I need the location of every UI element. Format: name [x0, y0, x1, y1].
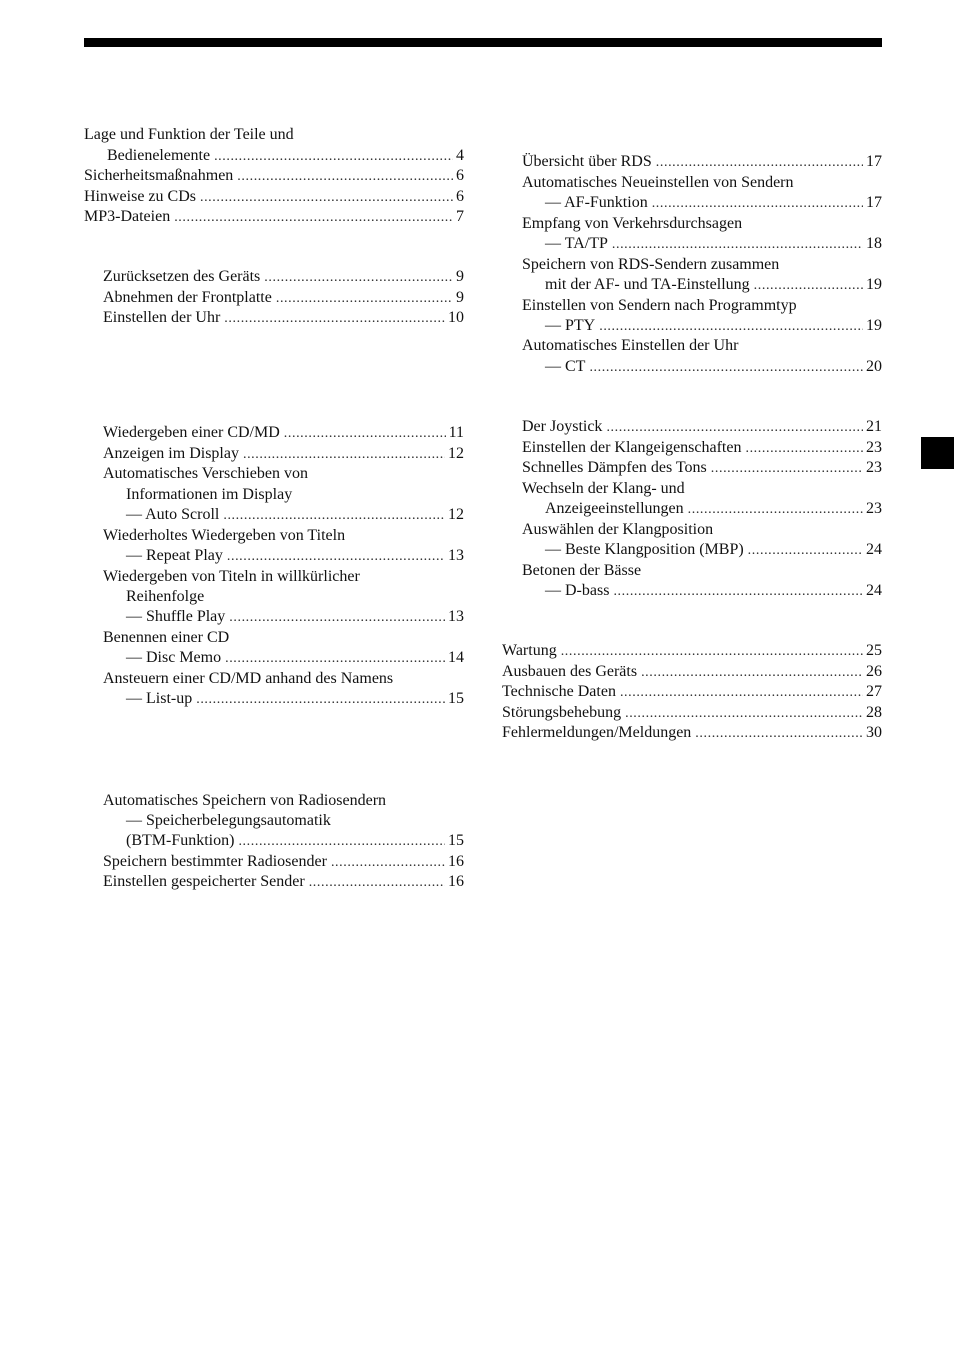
toc-entry-title: Ausbauen des Geräts [502, 663, 638, 680]
dot-leader [238, 832, 445, 852]
toc-page-number: 16 [448, 853, 464, 870]
dot-leader [695, 724, 863, 744]
toc-page-number: 15 [448, 832, 464, 849]
dot-leader [620, 683, 863, 703]
toc-entry-title: Einstellen der Uhr [103, 309, 221, 326]
dot-leader [589, 358, 863, 378]
toc-entry-title: Lage und Funktion der Teile und [84, 126, 294, 143]
toc-entry-title: Speichern von RDS-Sendern zusammen [522, 256, 780, 273]
toc-page-number: 28 [866, 704, 882, 721]
toc-entry-continuation [103, 567, 464, 587]
toc-entry[interactable] [502, 703, 882, 723]
dot-leader [243, 445, 445, 465]
dot-leader [200, 188, 453, 208]
toc-entry-title: Benennen einer CD [103, 629, 230, 646]
toc-page-number: 6 [456, 188, 464, 205]
toc-entry[interactable] [502, 723, 882, 743]
dot-leader [688, 500, 863, 520]
toc-entry[interactable] [126, 689, 464, 709]
toc-entry-title: Speichern bestimmter Radiosender [103, 853, 327, 870]
toc-entry-title: — Beste Klangposition (MBP) [545, 541, 744, 558]
toc-entry-title: — PTY [545, 317, 596, 334]
toc-entry[interactable] [103, 267, 464, 287]
toc-entry[interactable] [522, 438, 882, 458]
toc-entry-title: Ansteuern einer CD/MD anhand des Namens [103, 670, 394, 687]
toc-entry-title: Automatisches Verschieben von [103, 465, 308, 482]
toc-page-number: 17 [866, 194, 882, 211]
toc-page-number: 21 [866, 418, 882, 435]
toc-entry-title: Einstellen von Sendern nach Programmtyp [522, 297, 797, 314]
toc-page-number: 23 [866, 439, 882, 456]
toc-entry-title: Reihenfolge [126, 588, 205, 605]
toc-entry-continuation [103, 669, 464, 689]
toc-entry-continuation [522, 255, 882, 275]
toc-entry-title: Zurücksetzen des Geräts [103, 268, 261, 285]
toc-page-number: 7 [456, 208, 464, 225]
toc-entry-continuation [522, 520, 882, 540]
toc-entry-title: Anzeigeeinstellungen [545, 500, 684, 517]
toc-entry-title: — Shuffle Play [126, 608, 226, 625]
dot-leader [227, 547, 445, 567]
toc-entry[interactable] [522, 458, 882, 478]
toc-entry[interactable] [522, 417, 882, 437]
toc-page-number: 19 [866, 276, 882, 293]
toc-entry-continuation [103, 791, 464, 811]
dot-leader [612, 235, 863, 255]
dot-leader [264, 268, 453, 288]
toc-entry-title: MP3-Dateien [84, 208, 171, 225]
toc-entry[interactable] [84, 166, 464, 186]
toc-entry-continuation [522, 336, 882, 356]
toc-entry[interactable] [522, 152, 882, 172]
toc-entry-title: — Speicherbelegungsautomatik [126, 812, 331, 829]
toc-page-number: 27 [866, 683, 882, 700]
toc-page-number: 9 [456, 268, 464, 285]
toc-entry[interactable] [545, 275, 882, 295]
toc-entry-title: Automatisches Neueinstellen von Sendern [522, 174, 794, 191]
toc-entry-title: Wartung [502, 642, 557, 659]
toc-entry[interactable] [545, 316, 882, 336]
toc-page-number: 14 [448, 649, 464, 666]
toc-entry[interactable] [103, 444, 464, 464]
toc-entry[interactable] [84, 187, 464, 207]
dot-leader [331, 853, 445, 873]
toc-entry-title: Einstellen der Klangeigenschaften [522, 439, 742, 456]
toc-entry-title: Fehlermeldungen/Meldungen [502, 724, 692, 741]
toc-entry-continuation [126, 811, 464, 831]
toc-entry-title: Empfang von Verkehrsdurchsagen [522, 215, 743, 232]
toc-entry-title: Abnehmen der Frontplatte [103, 289, 272, 306]
toc-page-number: 23 [866, 459, 882, 476]
dot-leader [229, 608, 445, 628]
toc-entry-continuation [522, 479, 882, 499]
dot-leader [223, 506, 445, 526]
toc-entry[interactable] [545, 581, 882, 601]
toc-entry-title: Auswählen der Klangposition [522, 521, 714, 538]
dot-leader [561, 642, 863, 662]
toc-page-number: 17 [866, 153, 882, 170]
toc-entry[interactable] [502, 662, 882, 682]
top-rule [84, 38, 882, 47]
toc-page-number: 4 [456, 147, 464, 164]
toc-entry[interactable] [126, 505, 464, 525]
toc-page-number: 13 [448, 547, 464, 564]
toc-entry-title: — D-bass [545, 582, 610, 599]
toc-entry-continuation [522, 173, 882, 193]
toc-page-number: 23 [866, 500, 882, 517]
toc-page-number: 26 [866, 663, 882, 680]
toc-entry-title: Automatisches Einstellen der Uhr [522, 337, 739, 354]
toc-page-number: 19 [866, 317, 882, 334]
dot-leader [625, 704, 863, 724]
toc-entry-continuation [103, 464, 464, 484]
toc-page-number: 13 [448, 608, 464, 625]
toc-entry-continuation [103, 526, 464, 546]
dot-leader [237, 167, 453, 187]
dot-leader [613, 582, 863, 602]
toc-entry-title: Wechseln der Klang- und [522, 480, 685, 497]
toc-entry-title: — AF-Funktion [545, 194, 648, 211]
dot-leader [284, 424, 446, 444]
dot-leader [754, 276, 863, 296]
toc-entry-title: — List-up [126, 690, 193, 707]
dot-leader [606, 418, 863, 438]
toc-page-number: 24 [866, 582, 882, 599]
toc-entry-title: — Disc Memo [126, 649, 222, 666]
dot-leader [276, 289, 453, 309]
toc-entry-title: Bedienelemente [107, 147, 211, 164]
toc-entry-title: Übersicht über RDS [522, 153, 652, 170]
dot-leader [656, 153, 863, 173]
toc-entry-title: Automatisches Speichern von Radiosendern [103, 792, 387, 809]
toc-entry[interactable] [502, 682, 882, 702]
dot-leader [748, 541, 863, 561]
toc-entry-title: Wiedergeben einer CD/MD [103, 424, 280, 441]
dot-leader [214, 147, 453, 167]
toc-page-number: 25 [866, 642, 882, 659]
toc-entry-title: Sicherheitsmaßnahmen [84, 167, 234, 184]
toc-entry-title: Der Joystick [522, 418, 603, 435]
toc-page-number: 30 [866, 724, 882, 741]
toc-page-number: 11 [448, 424, 464, 441]
toc-entry[interactable] [126, 607, 464, 627]
toc-entry[interactable] [126, 546, 464, 566]
toc-entry-continuation [522, 296, 882, 316]
toc-entry[interactable] [103, 852, 464, 872]
toc-entry-continuation [522, 561, 882, 581]
toc-entry[interactable] [545, 193, 882, 213]
toc-page-number: 15 [448, 690, 464, 707]
toc-page-number: 12 [448, 445, 464, 462]
toc-page-number: 18 [866, 235, 882, 252]
toc-entry[interactable] [126, 831, 464, 851]
toc-entry[interactable] [545, 540, 882, 560]
toc-entry-title: Störungsbehebung [502, 704, 622, 721]
toc-page-number: 10 [448, 309, 464, 326]
toc-entry[interactable] [103, 288, 464, 308]
toc-entry-title: Technische Daten [502, 683, 616, 700]
dot-leader [599, 317, 863, 337]
toc-entry-title: — CT [545, 358, 586, 375]
toc-entry-title: — Repeat Play [126, 547, 223, 564]
toc-entry-title: Einstellen gespeicherter Sender [103, 873, 305, 890]
dot-leader [174, 208, 453, 228]
toc-entry-title: — Auto Scroll [126, 506, 220, 523]
toc-entry-title: Anzeigen im Display [103, 445, 239, 462]
toc-entry-title: Hinweise zu CDs [84, 188, 196, 205]
toc-entry[interactable] [103, 872, 464, 892]
toc-entry[interactable] [545, 499, 882, 519]
toc-entry-continuation [103, 628, 464, 648]
toc-entry-title: (BTM-Funktion) [126, 832, 235, 849]
toc-entry[interactable] [107, 146, 464, 166]
toc-page-number: 20 [866, 358, 882, 375]
toc-entry[interactable] [103, 308, 464, 328]
toc-entry-continuation [126, 485, 464, 505]
toc-entry-title: Wiederholtes Wiedergeben von Titeln [103, 527, 346, 544]
toc-entry-title: Wiedergeben von Titeln in willkürlicher [103, 568, 360, 585]
dot-leader [224, 309, 445, 329]
toc-entry-title: — TA/TP [545, 235, 608, 252]
dot-leader [196, 690, 445, 710]
toc-entry-title: Informationen im Display [126, 486, 293, 503]
toc-page-number: 24 [866, 541, 882, 558]
toc-page-number: 6 [456, 167, 464, 184]
toc-entry-title: Schnelles Dämpfen des Tons [522, 459, 707, 476]
toc-entry-title: mit der AF- und TA-Einstellung [545, 276, 750, 293]
dot-leader [641, 663, 863, 683]
toc-page-number: 9 [456, 289, 464, 306]
dot-leader [711, 459, 863, 479]
toc-entry-title: Betonen der Bässe [522, 562, 642, 579]
toc-entry[interactable] [84, 207, 464, 227]
toc-entry[interactable] [502, 641, 882, 661]
section-tab-marker [921, 437, 954, 469]
toc-entry[interactable] [545, 234, 882, 254]
toc-entry-continuation [522, 214, 882, 234]
toc-page-number: 16 [448, 873, 464, 890]
toc-page-number: 12 [448, 506, 464, 523]
dot-leader [225, 649, 445, 669]
toc-entry-continuation [84, 125, 464, 145]
toc-entry[interactable] [103, 423, 464, 443]
dot-leader [652, 194, 863, 214]
toc-entry-continuation [126, 587, 464, 607]
toc-entry[interactable] [545, 357, 882, 377]
toc-entry[interactable] [126, 648, 464, 668]
dot-leader [745, 439, 863, 459]
dot-leader [309, 873, 445, 893]
